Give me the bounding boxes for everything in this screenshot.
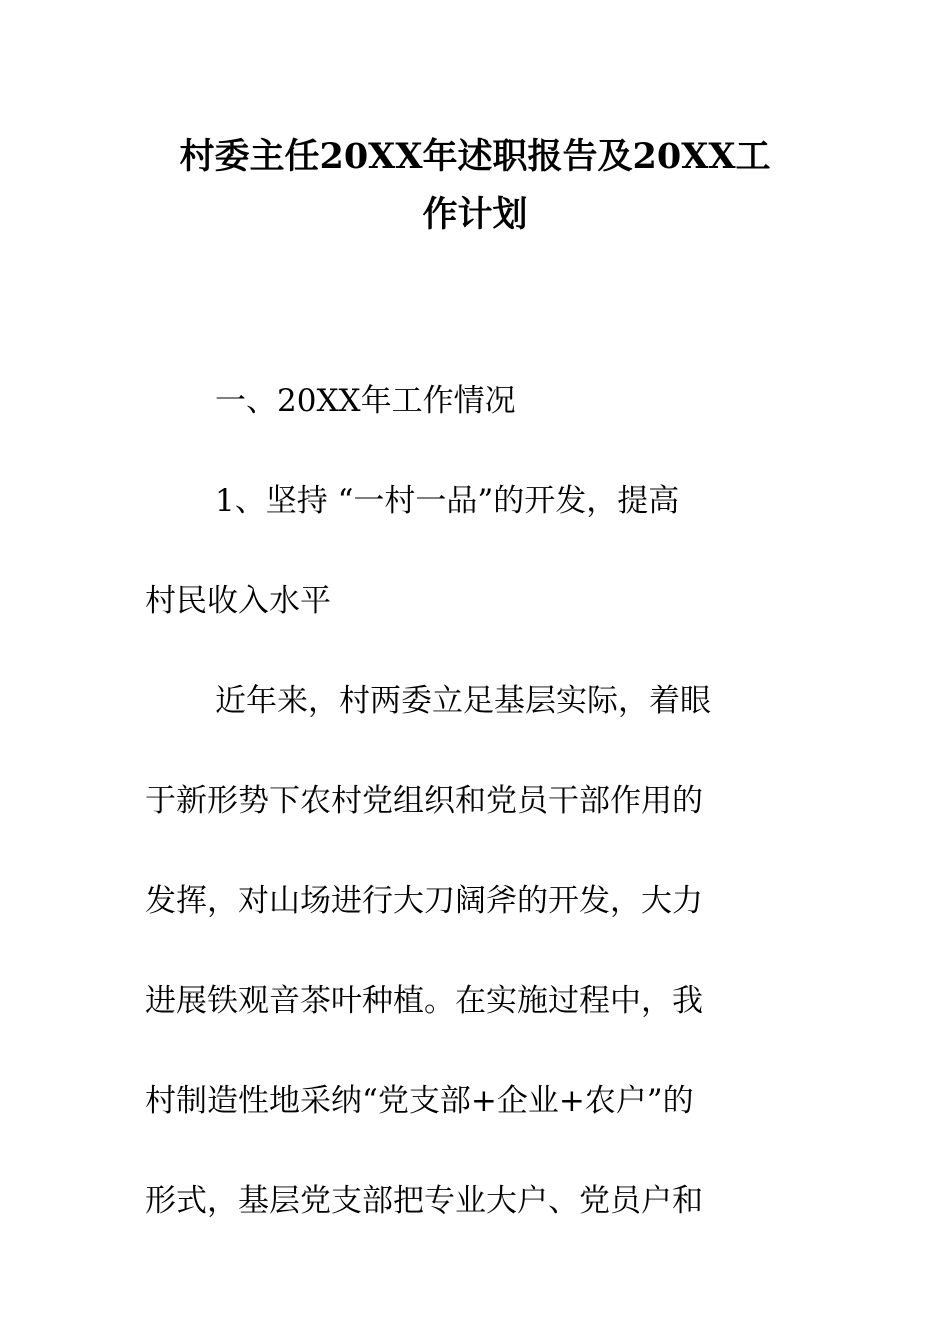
paragraph-line: 村制造性地采纳“党支部+企业+农户”的 [145, 1083, 694, 1119]
paragraph-line: 形式，基层党支部把专业大户、党员户和 [145, 1183, 703, 1219]
section-heading: 一、20XX年工作情况 [215, 383, 516, 419]
paragraph-line: 近年来，村两委立足基层实际，着眼 [215, 683, 711, 719]
title-line-2: 作计划 [422, 194, 528, 235]
paragraph-line: 发挥，对山场进行大刀阔斧的开发，大力 [145, 883, 703, 919]
paragraph-line: 村民收入水平 [145, 583, 331, 619]
paragraph-line: 1、坚持 “一村一品”的开发，提高 [215, 483, 680, 519]
document-title [145, 128, 805, 244]
paragraph-line: 进展铁观音茶叶种植。在实施过程中，我 [145, 983, 703, 1019]
title-line-1: 村委主任20XX年述职报告及20XX工 [179, 136, 771, 177]
paragraph-line: 于新形势下农村党组织和党员干部作用的 [145, 783, 703, 819]
